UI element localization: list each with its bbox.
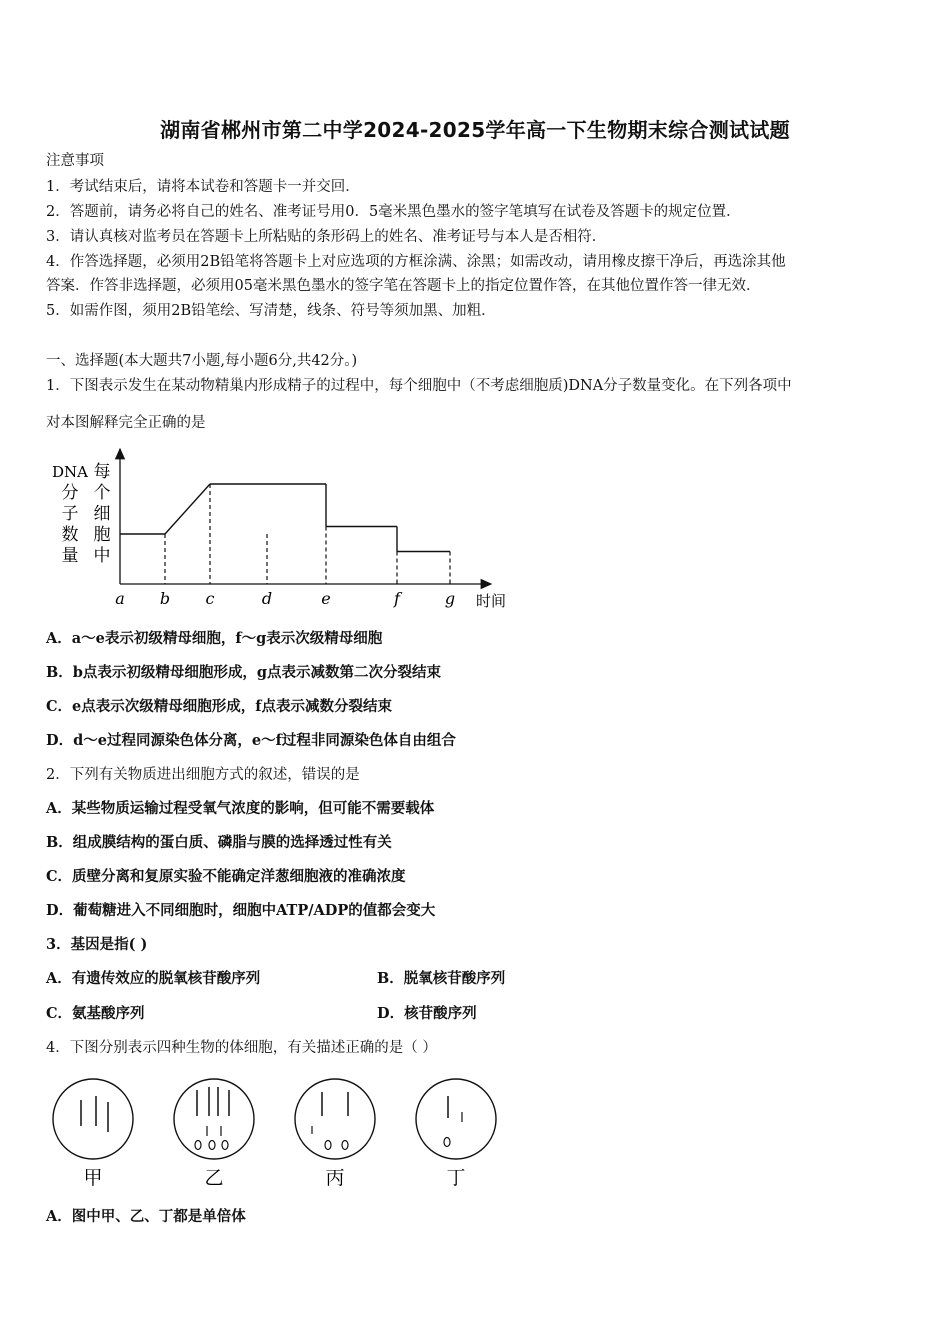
y-label-char: 细 [93, 504, 111, 524]
section-heading: 一、选择题(本大题共7小题,每小题6分,共42分。) [46, 353, 358, 369]
x-tick-label: b [159, 589, 171, 608]
y-axis-label-left [52, 463, 88, 566]
question-1-stem: 1．下图表示发生在某动物精巢内形成精子的过程中，每个细胞中（不考虑细胞质)DNA分子数量变化。在下列各项中 [46, 378, 792, 394]
y-label-char: 子 [61, 504, 79, 524]
q1-option-d[interactable]: D．d～e过程同源染色体分离，e～f过程非同源染色体自由组合 [46, 732, 456, 749]
question-4-stem: 4．下图分别表示四种生物的体细胞，有关描述正确的是（ ） [46, 1040, 437, 1056]
q3-option-c[interactable]: C．氨基酸序列 [46, 1005, 145, 1022]
cell-yi [174, 1079, 254, 1189]
cell-bing [295, 1079, 375, 1189]
cells-figure [46, 1072, 516, 1192]
notice-item: 5．如需作图，须用2B铅笔绘、写清楚，线条、符号等须加黑、加粗． [46, 303, 496, 319]
q4-option-a[interactable]: A．图中甲、乙、丁都是单倍体 [46, 1208, 246, 1225]
y-label-char: 个 [93, 483, 111, 503]
cell-label: 乙 [204, 1167, 224, 1189]
cell-label: 丁 [446, 1167, 466, 1189]
cell-label: 丙 [325, 1167, 345, 1189]
q2-option-c[interactable]: C．质壁分离和复原实验不能确定洋葱细胞液的准确浓度 [46, 868, 406, 885]
q2-option-d[interactable]: D．葡萄糖进入不同细胞时，细胞中ATP/ADP的值都会变大 [46, 902, 436, 919]
y-label-char: 胞 [93, 525, 111, 545]
notice-item: 3．请认真核对监考员在答题卡上所粘贴的条形码上的姓名、准考证号与本人是否相符． [46, 229, 607, 245]
q3-option-b[interactable]: B．脱氧核苷酸序列 [377, 970, 506, 987]
x-tick-label: c [205, 589, 215, 608]
cell-label: 甲 [83, 1167, 103, 1189]
q3-option-d[interactable]: D．核苷酸序列 [377, 1005, 477, 1022]
question-2-stem: 2．下列有关物质进出细胞方式的叙述，错误的是 [46, 767, 360, 783]
notice-item: 1．考试结束后，请将本试卷和答题卡一并交回． [46, 179, 360, 195]
q1-option-c[interactable]: C．e点表示次级精母细胞形成，f点表示减数分裂结束 [46, 698, 393, 715]
notice-item: 2．答题前，请务必将自己的姓名、准考证号用0．5毫米黑色墨水的签字笔填写在试卷及答题卡的规定位置． [46, 204, 741, 220]
q2-option-a[interactable]: A．某些物质运输过程受氧气浓度的影响，但可能不需要载体 [46, 800, 435, 817]
y-label-char: DNA [52, 463, 88, 481]
notice-heading: 注意事项 [46, 153, 104, 169]
q1-option-a[interactable]: A．a～e表示初级精母细胞，f～g表示次级精母细胞 [46, 630, 383, 647]
x-axis-label: 时间 [476, 592, 507, 610]
question-1-stem-cont: 对本图解释完全正确的是 [46, 415, 206, 431]
x-tick-label: g [444, 589, 456, 608]
x-tick-label: f [394, 589, 400, 608]
q3-option-a[interactable]: A．有遗传效应的脱氧核苷酸序列 [46, 970, 261, 987]
cell-jia [53, 1079, 133, 1189]
cell-ding [416, 1079, 496, 1189]
question-3-stem: 3．基因是指( ) [46, 936, 148, 953]
x-tick-label: d [261, 589, 273, 608]
x-tick-label: e [321, 589, 331, 608]
dna-chart [46, 445, 516, 615]
y-label-char: 每 [93, 462, 111, 482]
series-segment [165, 484, 210, 534]
x-tick-label: a [115, 589, 125, 608]
page-title: 湖南省郴州市第二中学2024-2025学年高一下生物期末综合测试试题 [160, 118, 790, 142]
q1-option-b[interactable]: B．b点表示初级精母细胞形成，g点表示减数第二次分裂结束 [46, 664, 442, 681]
y-label-char: 分 [61, 483, 79, 503]
notice-item: 4．作答选择题，必须用2B铅笔将答题卡上对应选项的方框涂满、涂黑；如需改动，请用橡皮擦干净后，再选涂其他 [46, 254, 786, 270]
y-label-char: 量 [61, 546, 79, 566]
q2-option-b[interactable]: B．组成膜结构的蛋白质、磷脂与膜的选择透过性有关 [46, 834, 392, 851]
y-axis-label-right [94, 462, 111, 566]
y-label-char: 数 [61, 525, 79, 545]
y-label-char: 中 [93, 546, 111, 566]
notice-item: 答案．作答非选择题，必须用05毫米黑色墨水的签字笔在答题卡上的指定位置作答，在其他位置作答一律无效． [46, 278, 761, 294]
